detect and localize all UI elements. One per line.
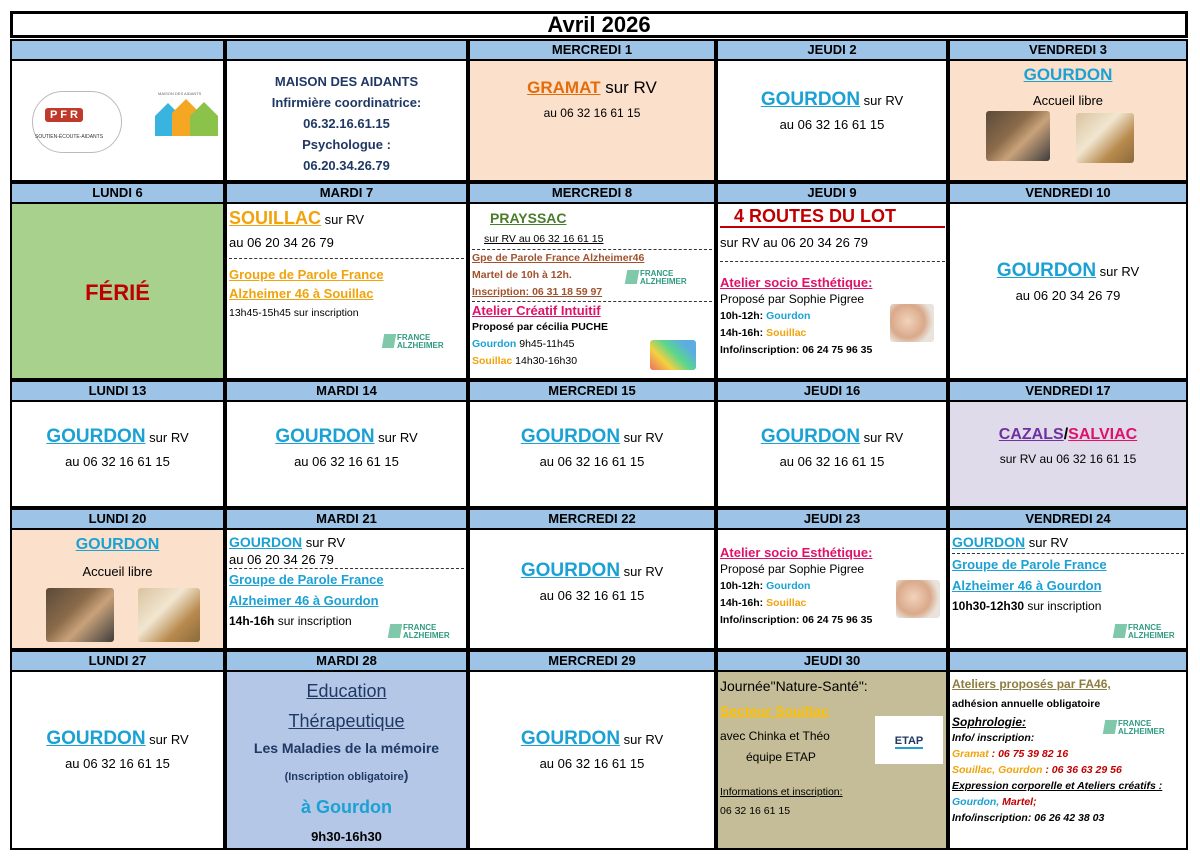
groupe-parole-time: 10h30-12h30 — [952, 599, 1025, 613]
cell-mercredi-8 — [468, 202, 716, 380]
phone: au 06 32 16 61 15 — [65, 454, 170, 469]
sur-rv: sur RV — [863, 93, 904, 108]
phone: au 06 32 16 61 15 — [539, 454, 645, 469]
nature-sante-title: Journée"Nature-Santé": — [720, 678, 868, 694]
education-place: à Gourdon — [301, 797, 392, 817]
sophro-gramat-phone: : 06 75 39 82 16 — [988, 748, 1069, 760]
header-mercredi-29: MERCREDI 29 — [468, 650, 716, 672]
france-alzheimer-logo: FRANCE ALZHEIMER — [403, 624, 466, 640]
education-inscription-close: ) — [403, 767, 409, 783]
martel-inscription: Inscription: 06 31 18 59 97 — [472, 286, 603, 298]
esthetique-place-1: Gourdon — [766, 580, 811, 592]
header-lundi-27: LUNDI 27 — [10, 650, 225, 672]
prayssac-town: PRAYSSAC — [490, 210, 567, 226]
header-vendredi-17: VENDREDI 17 — [948, 380, 1188, 402]
tea-photo — [138, 588, 200, 642]
header-mardi-14: MARDI 14 — [225, 380, 468, 402]
atelier-gourdon-time: 9h45-11h45 — [516, 338, 575, 350]
cell-jeudi-2 — [716, 59, 948, 182]
phone: au 06 20 34 26 79 — [229, 552, 334, 567]
maison-nurse-phone: 06.32.16.61.15 — [303, 116, 390, 131]
prayssac-rv: sur RV au 06 32 16 61 15 — [484, 233, 604, 245]
pfr-logo — [32, 91, 122, 153]
cell-lundi-13 — [10, 400, 225, 508]
groupe-parole-time: 13h45-15h45 sur inscription — [229, 307, 359, 319]
atelier-esthetique: Atelier socio Esthétique: — [720, 275, 873, 290]
esthetique-place-2: Souillac — [766, 597, 807, 609]
cell-lundi-6 — [10, 202, 225, 380]
gourdon-town: GOURDON — [1023, 65, 1113, 84]
cell-vendredi-24 — [948, 528, 1188, 650]
groupe-parole-line2: Alzheimer 46 à Souillac — [229, 286, 374, 301]
france-alzheimer-logo: FRANCE ALZHEIMER — [397, 334, 466, 350]
ferie-label: FÉRIÉ — [85, 280, 150, 305]
esthetique-info: Info/inscription: 06 24 75 96 35 — [720, 614, 873, 626]
face-care-photo — [896, 580, 940, 618]
accueil-libre: Accueil libre — [82, 564, 153, 579]
sur-rv: sur RV — [623, 564, 664, 579]
maison-psy-label: Psychologue : — [302, 137, 391, 152]
gramat-phone: au 06 32 16 61 15 — [543, 106, 641, 120]
maison-logo-caption: MAISON DES AIDANTS — [158, 91, 202, 96]
etap-logo-text: ETAP — [894, 735, 924, 747]
esthetique-time-1: 10h-12h: — [720, 580, 767, 592]
nature-sante-info-label: Informations et inscription: — [720, 786, 843, 798]
souillac-town: SOUILLAC — [229, 208, 321, 228]
header-lundi-20: LUNDI 20 — [10, 508, 225, 530]
sophro-souillac-phone: : 06 36 63 29 56 — [1042, 764, 1122, 776]
maison-title: MAISON DES AIDANTS — [274, 74, 419, 89]
gourdon-town: GOURDON — [46, 728, 146, 749]
header-lundi-6: LUNDI 6 — [10, 182, 225, 204]
esthetique-time-2: 14h-16h: — [720, 597, 767, 609]
sophro-gramat: Gramat — [952, 748, 989, 760]
gourdon-town: GOURDON — [520, 560, 621, 581]
groupe-parole-line2: Alzheimer 46 à Gourdon — [229, 593, 379, 608]
calendar-title: Avril 2026 — [10, 11, 1188, 38]
cazals-salviac-phone: sur RV au 06 32 16 61 15 — [999, 452, 1137, 466]
gourdon-town: GOURDON — [952, 534, 1026, 550]
phone: au 06 32 16 61 15 — [294, 454, 399, 469]
maison-psy-phone: 06.20.34.26.79 — [303, 158, 390, 173]
education-inscription: (Inscription obligatoire — [284, 771, 404, 783]
phone: au 06 32 16 61 15 — [65, 756, 170, 771]
quatre-routes-town: 4 ROUTES DU LOT — [734, 206, 897, 226]
atelier-creatif: Atelier Créatif Intuitif — [472, 303, 601, 318]
gourdon-town: GOURDON — [996, 260, 1097, 281]
maison-des-aidants-cell — [225, 59, 468, 182]
phone: au 06 32 16 61 15 — [779, 454, 885, 469]
sur-rv: sur RV — [1099, 264, 1140, 279]
education-time: 9h30-16h30 — [311, 829, 382, 844]
sur-rv: sur RV — [623, 732, 664, 747]
cell-mercredi-29 — [468, 670, 716, 850]
header-jeudi-30: JEUDI 30 — [716, 650, 948, 672]
esthetique-place-2: Souillac — [766, 327, 807, 339]
atelier-esthetique-propose: Proposé par Sophie Pigree — [720, 562, 865, 576]
sur-rv: sur RV — [149, 430, 189, 445]
education-line2: Thérapeutique — [288, 711, 405, 731]
cell-jeudi-23 — [716, 528, 948, 650]
france-alzheimer-logo: FRANCE ALZHEIMER — [640, 270, 714, 286]
france-alzheimer-logo: FRANCE ALZHEIMER — [1118, 720, 1186, 736]
header-vendredi-24: VENDREDI 24 — [948, 508, 1188, 530]
gramat-town: GRAMAT — [527, 78, 601, 97]
sur-rv: sur RV — [149, 732, 189, 747]
face-care-photo — [890, 304, 934, 342]
groupe-parole-time-rest: sur inscription — [274, 614, 352, 628]
cell-vendredi-17 — [948, 400, 1188, 508]
atelier-souillac-time: 14h30-16h30 — [512, 355, 578, 367]
cell-lundi-27 — [10, 670, 225, 850]
groupe-parole-line1: Groupe de Parole France — [952, 557, 1107, 572]
phone: au 06 32 16 61 15 — [539, 588, 645, 603]
header-jeudi-23: JEUDI 23 — [716, 508, 948, 530]
cell-jeudi-16 — [716, 400, 948, 508]
cell-mardi-28 — [225, 670, 468, 850]
cell-mardi-7 — [225, 202, 468, 380]
nature-sante-team: équipe ETAP — [746, 750, 816, 764]
ateliers-title: Ateliers proposés par FA46, — [952, 677, 1111, 691]
cell-jeudi-9 — [716, 202, 948, 380]
esthetique-time-1: 10h-12h: — [720, 310, 767, 322]
martel-time: Martel de 10h à 12h. — [472, 269, 572, 281]
phone: au 06 32 16 61 15 — [779, 117, 885, 132]
header-mercredi-1: MERCREDI 1 — [468, 39, 716, 61]
header-mardi-28: MARDI 28 — [225, 650, 468, 672]
expression-martel: Martel; — [999, 796, 1037, 808]
header-jeudi-16: JEUDI 16 — [716, 380, 948, 402]
sophro-souillac-gourdon: Souillac, Gourdon — [952, 764, 1043, 776]
cell-vendredi-3 — [948, 59, 1188, 182]
souillac-rv: sur RV — [321, 212, 365, 227]
france-alzheimer-logo: FRANCE ALZHEIMER — [1128, 624, 1186, 640]
cazals-town: CAZALS — [998, 426, 1064, 443]
gourdon-town: GOURDON — [760, 89, 861, 110]
cell-lundi-20 — [10, 528, 225, 650]
gourdon-town: GOURDON — [46, 426, 146, 447]
cell-mercredi-1 — [468, 59, 716, 182]
sur-rv: sur RV — [1025, 535, 1069, 550]
cell-vendredi-10 — [948, 202, 1188, 380]
education-line3: Les Maladies de la mémoire — [253, 740, 440, 756]
gourdon-town: GOURDON — [75, 536, 160, 553]
header-vendredi-3: VENDREDI 3 — [948, 39, 1188, 61]
sur-rv: sur RV — [378, 430, 418, 445]
logos-cell — [10, 59, 225, 182]
groupe-parole-line1: Groupe de Parole France — [229, 572, 384, 587]
salviac-town: SALVIAC — [1068, 426, 1138, 443]
atelier-gourdon-label: Gourdon — [472, 338, 517, 350]
header-mercredi-8: MERCREDI 8 — [468, 182, 716, 204]
maison-des-aidants-logo — [150, 91, 222, 151]
gpe-parole: Gpe de Parole France Alzheimer46 — [472, 252, 645, 264]
esthetique-time-2: 14h-16h: — [720, 327, 767, 339]
sophrologie-info: Info/ inscription: — [952, 732, 1035, 744]
cell-mercredi-15 — [468, 400, 716, 508]
groupe-parole-time: 14h-16h — [229, 614, 275, 628]
header-mercredi-15: MERCREDI 15 — [468, 380, 716, 402]
cell-ateliers-fa46 — [948, 670, 1188, 850]
atelier-souillac-label: Souillac — [472, 355, 513, 367]
expression-gourdon: Gourdon, — [952, 796, 1000, 808]
art-supplies-icon — [650, 340, 696, 370]
groupe-parole-line1: Groupe de Parole France — [229, 267, 384, 282]
sur-rv: sur RV — [863, 430, 904, 445]
food-photo — [986, 111, 1050, 161]
header-empty-last — [948, 650, 1188, 672]
header-empty-1 — [10, 39, 225, 61]
esthetique-place-1: Gourdon — [766, 310, 811, 322]
cell-mardi-14 — [225, 400, 468, 508]
food-photo — [46, 588, 114, 642]
cell-mardi-21 — [225, 528, 468, 650]
pfr-logo-caption: SOUTIEN-ÉCOUTE-AIDANTS — [35, 134, 104, 140]
gramat-rv: sur RV — [600, 78, 657, 97]
gourdon-town: GOURDON — [275, 426, 375, 447]
groupe-parole-time-rest: sur inscription — [1024, 599, 1102, 613]
cell-jeudi-30 — [716, 670, 948, 850]
header-mardi-7: MARDI 7 — [225, 182, 468, 204]
atelier-esthetique-propose: Proposé par Sophie Pigree — [720, 292, 865, 306]
quatre-routes-rv: sur RV au 06 20 34 26 79 — [720, 235, 868, 250]
header-jeudi-9: JEUDI 9 — [716, 182, 948, 204]
groupe-parole-line2: Alzheimer 46 à Gourdon — [952, 578, 1102, 593]
nature-sante-phone: 06 32 16 61 15 — [720, 805, 791, 817]
phone: au 06 32 16 61 15 — [539, 756, 645, 771]
maison-nurse-label: Infirmière coordinatrice: — [271, 95, 422, 110]
esthetique-info: Info/inscription: 06 24 75 96 35 — [720, 344, 873, 356]
houses-icon — [150, 91, 222, 141]
header-empty-2 — [225, 39, 468, 61]
header-jeudi-2: JEUDI 2 — [716, 39, 948, 61]
education-line1: Education — [306, 681, 387, 701]
expression-title: Expression corporelle et Ateliers créatifs : — [952, 780, 1163, 792]
gourdon-town: GOURDON — [229, 534, 303, 550]
gourdon-town: GOURDON — [760, 426, 861, 447]
sur-rv: sur RV — [302, 535, 346, 550]
souillac-phone: au 06 20 34 26 79 — [229, 235, 334, 250]
atelier-esthetique: Atelier socio Esthétique: — [720, 545, 873, 560]
expression-info: Info/inscription: 06 26 42 38 03 — [952, 812, 1105, 824]
header-mercredi-22: MERCREDI 22 — [468, 508, 716, 530]
atelier-creatif-propose: Proposé par cécilia PUCHE — [472, 321, 608, 333]
tea-photo — [1076, 113, 1134, 163]
gourdon-town: GOURDON — [520, 728, 621, 749]
town-separator: / — [1063, 426, 1069, 443]
nature-sante-with: avec Chinka et Théo — [720, 729, 830, 743]
nature-sante-sector: Secteur Souillac — [720, 703, 829, 719]
pfr-logo-letters: P F R — [45, 108, 83, 122]
cell-mercredi-22 — [468, 528, 716, 650]
etap-logo — [875, 716, 943, 764]
phone: au 06 20 34 26 79 — [1015, 288, 1121, 303]
sophrologie-title: Sophrologie: — [952, 715, 1026, 729]
sur-rv: sur RV — [623, 430, 664, 445]
header-vendredi-10: VENDREDI 10 — [948, 182, 1188, 204]
header-lundi-13: LUNDI 13 — [10, 380, 225, 402]
accueil-libre: Accueil libre — [1032, 93, 1104, 108]
gourdon-town: GOURDON — [520, 426, 621, 447]
ateliers-adhesion: adhésion annuelle obligatoire — [952, 698, 1101, 710]
header-mardi-21: MARDI 21 — [225, 508, 468, 530]
